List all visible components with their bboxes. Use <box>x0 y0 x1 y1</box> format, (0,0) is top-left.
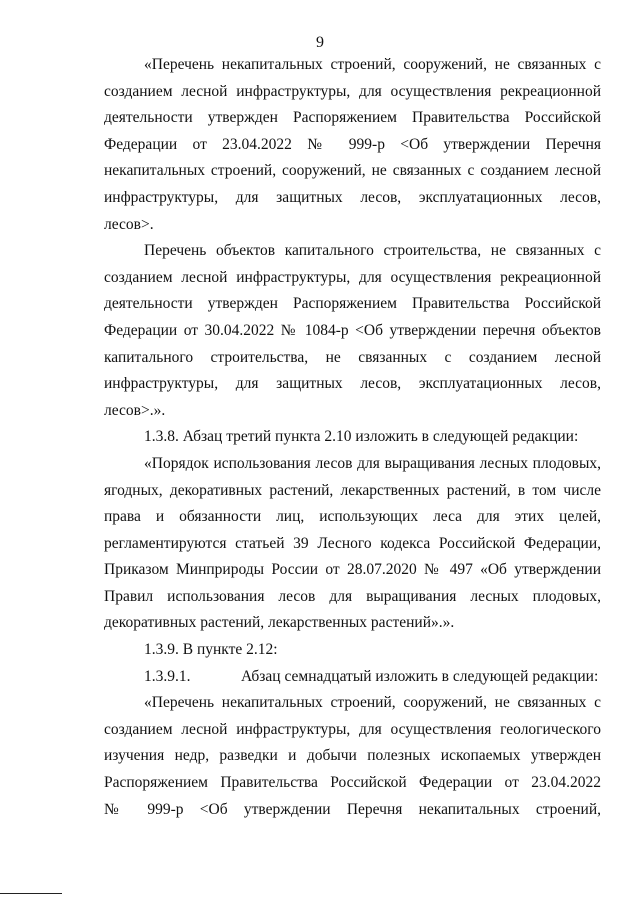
text-line: лесов>.». <box>104 401 166 419</box>
text-line: созданием лесной инфраструктуры, для осуществления геологического <box>104 720 601 738</box>
text-line: ягодных, декоративных растений, лекарственных растений, в том числе <box>104 481 601 499</box>
text-line: Федерации от 30.04.2022 № 1084-р <Об утверждении перечня объектов <box>104 321 601 339</box>
text-line: Перечень объектов капитального строительства, не связанных с <box>144 242 601 260</box>
numbered-item <box>104 664 601 691</box>
text-line: № 999-р <Об утверждении Перечня некапитальных строений, <box>104 800 601 818</box>
text-line: Правил использования лесов для выращивания лесных плодовых, <box>104 587 601 605</box>
text-line: Распоряжением Правительства Российской Федерации от 23.04.2022 <box>104 774 601 792</box>
text-line: 1.3.8. Абзац третий пункта 2.10 изложить в следующей редакции: <box>144 428 579 446</box>
text-line: инфраструктуры, для защитных лесов, эксплуатационных лесов, <box>104 375 601 393</box>
numbered-item-text: Абзац семнадцатый изложить в следующей редакции: <box>241 667 599 685</box>
document-body <box>104 52 601 823</box>
footer-divider <box>0 893 62 894</box>
text-line: Приказом Минприроды России от 28.07.2020 № 497 «Об утверждении <box>104 561 601 579</box>
text-line: «Перечень некапитальных строений, сооружений, не связанных с <box>144 694 601 712</box>
text-line: деятельности утвержден Распоряжением Правительства Российской <box>104 109 601 127</box>
text-line: созданием лесной инфраструктуры, для осуществления рекреационной <box>104 268 601 286</box>
page-number: 9 <box>316 34 324 51</box>
text-line: права и обязанности лиц, использующих леса для этих целей, <box>104 508 601 526</box>
text-line: созданием лесной инфраструктуры, для осуществления рекреационной <box>104 82 601 100</box>
text-line: капитального строительства, не связанных с созданием лесной <box>104 348 601 366</box>
text-line: регламентируются статьей 39 Лесного кодекса Российской Федерации, <box>104 534 601 552</box>
text-line: инфраструктуры, для защитных лесов, эксплуатационных лесов, <box>104 188 601 206</box>
text-line: некапитальных строений, сооружений, не связанных с созданием лесной <box>104 162 601 180</box>
text-line: лесов>. <box>104 215 154 233</box>
text-line: изучения недр, разведки и добычи полезных ископаемых утвержден <box>104 747 601 765</box>
text-line: «Порядок использования лесов для выращивания лесных плодовых, <box>144 454 601 472</box>
text-block-after <box>104 690 601 823</box>
text-line: Федерации от 23.04.2022 № 999-р <Об утверждении Перечня <box>104 135 601 153</box>
text-line: деятельности утвержден Распоряжением Правительства Российской <box>104 295 601 313</box>
text-line: декоративных растений, лекарственных растений».». <box>104 614 455 632</box>
text-line: «Перечень некапитальных строений, сооружений, не связанных с <box>144 56 601 73</box>
numbered-item-number: 1.3.9.1. <box>144 667 191 685</box>
text-block-before <box>104 52 601 664</box>
text-line: 1.3.9. В пункте 2.12: <box>144 641 278 659</box>
